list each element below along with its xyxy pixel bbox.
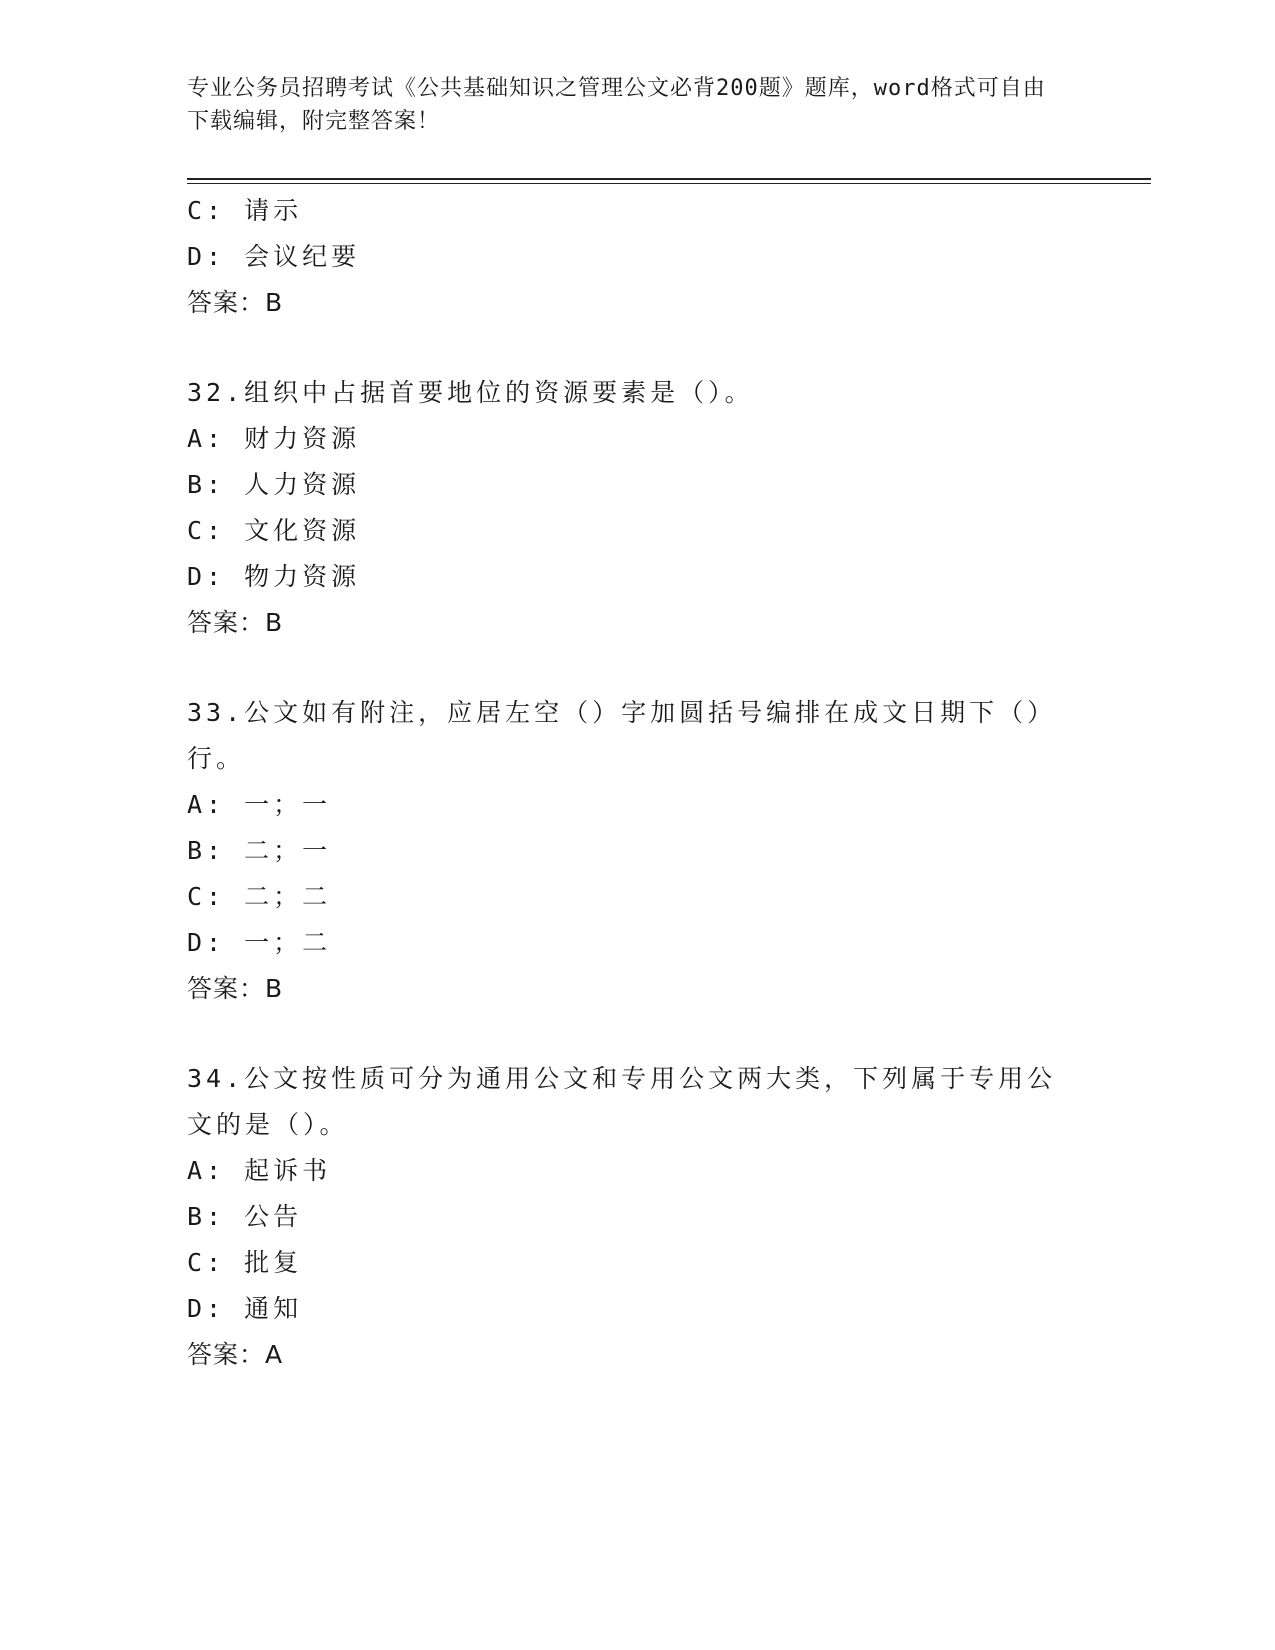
header-divider-thick [187,178,1151,180]
question-stem: 34.公文按性质可分为通用公文和专用公文两大类，下列属于专用公文的是（）。 [187,1064,1057,1139]
option-c [187,874,1087,920]
question-31-continued [187,188,1087,326]
option-text: 一；二 [244,928,332,957]
option-label: C: [187,882,226,911]
option-text: 通知 [244,1294,303,1323]
option-c [187,508,1087,554]
option-text: 一；一 [244,790,332,819]
option-text: 批复 [244,1248,303,1277]
option-d [187,1286,1087,1332]
option-label: A: [187,424,226,453]
option-b [187,1194,1087,1240]
option-label: B: [187,836,226,865]
option-label: D: [187,242,226,271]
option-label: D: [187,928,226,957]
option-label: A: [187,1156,226,1185]
option-text: 二；一 [244,836,332,865]
answer: 答案：B [187,608,284,637]
option-c [187,1240,1087,1286]
option-a [187,1148,1087,1194]
option-label: D: [187,1294,226,1323]
option-c [187,188,1087,234]
option-label: D: [187,562,226,591]
question-stem: 32.组织中占据首要地位的资源要素是（）。 [187,378,754,407]
option-d [187,234,1087,280]
option-b [187,828,1087,874]
option-a [187,416,1087,462]
option-text: 二；二 [244,882,332,911]
question-32 [187,370,1087,646]
option-text: 文化资源 [244,516,361,545]
header-divider-thin [187,183,1151,184]
answer: 答案：A [187,1340,284,1369]
option-label: A: [187,790,226,819]
option-d [187,554,1087,600]
answer: 答案：B [187,974,284,1003]
question-33 [187,690,1087,1012]
option-text: 会议纪要 [244,242,361,271]
option-text: 财力资源 [244,424,361,453]
question-34 [187,1056,1087,1378]
option-text: 物力资源 [244,562,361,591]
option-text: 起诉书 [244,1156,332,1185]
option-text: 公告 [244,1202,303,1231]
option-label: B: [187,1202,226,1231]
document-body [187,188,1087,1378]
answer: 答案：B [187,288,284,317]
option-a [187,782,1087,828]
header-title: 专业公务员招聘考试《公共基础知识之管理公文必背200题》题库，word格式可自由下载编辑，附完整答案！ [187,76,1046,134]
question-stem: 33.公文如有附注，应居左空（）字加圆括号编排在成文日期下（）行。 [187,698,1057,773]
option-b [187,462,1087,508]
option-label: C: [187,516,226,545]
option-text: 人力资源 [244,470,361,499]
option-d [187,920,1087,966]
option-label: C: [187,1248,226,1277]
option-label: C: [187,196,226,225]
document-header [187,72,1067,138]
option-text: 请示 [244,196,303,225]
option-label: B: [187,470,226,499]
